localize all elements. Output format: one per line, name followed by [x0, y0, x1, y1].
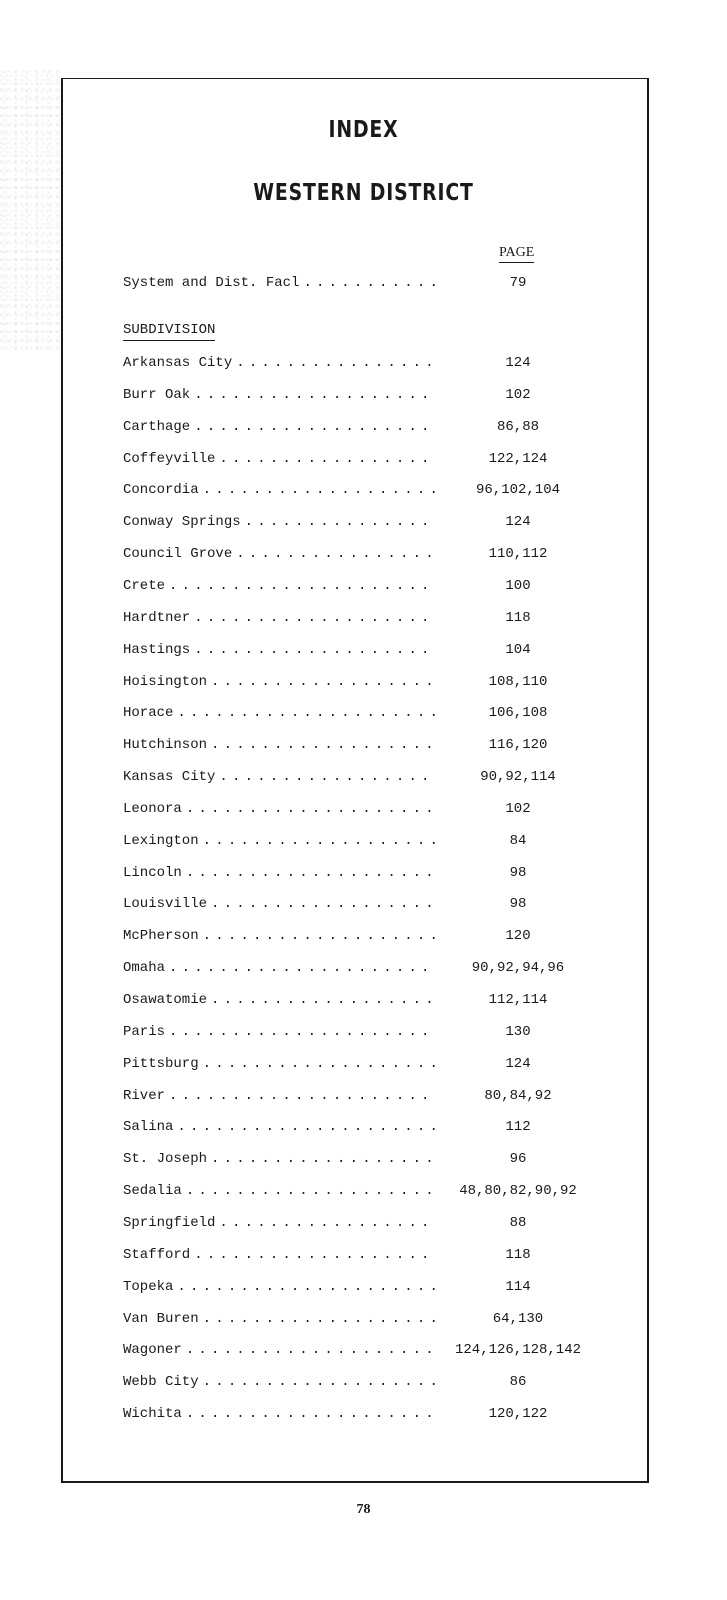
- entry-name: Osawatomie: [123, 992, 208, 1008]
- scan-artifact: [0, 70, 60, 350]
- entry-pages: 108,110: [488, 673, 548, 690]
- entry-pages: 100: [505, 577, 531, 594]
- leader-dots: .................: [219, 450, 434, 467]
- entry-pages: 102: [505, 800, 531, 817]
- leader-dots: ....................: [185, 864, 438, 881]
- entry-pages: 130: [505, 1023, 531, 1040]
- entry-pages: 96,102,104: [475, 482, 560, 499]
- leader-dots: .................: [219, 769, 434, 786]
- leader-dots: ...................: [194, 418, 434, 435]
- entry-pages: 80,84,92: [484, 1087, 552, 1104]
- entry-name: Salina: [123, 1119, 174, 1136]
- leader-dots: ................: [236, 355, 438, 371]
- entry-pages: 124,126,128,142: [454, 1342, 582, 1359]
- entry-pages: 116,120: [488, 737, 548, 754]
- leader-dots: ...........: [303, 275, 443, 291]
- entry-name: Hardtner: [123, 609, 191, 626]
- entry-name: Coffeyville: [123, 450, 216, 467]
- entry-pages: 90,92,94,96: [471, 960, 565, 977]
- entry-pages: 48,80,82,90,92: [459, 1183, 577, 1200]
- leader-dots: ..................: [211, 992, 438, 1008]
- index-title: INDEX: [328, 117, 399, 143]
- entry-pages: 64,130: [492, 1310, 544, 1327]
- entry-name: River: [123, 1087, 166, 1104]
- leader-dots: .....................: [177, 1119, 443, 1136]
- entry-pages: 124: [505, 514, 531, 531]
- entry-pages: 98: [509, 864, 527, 881]
- leader-dots: .....................: [169, 1087, 434, 1104]
- entry-name: Council Grove: [123, 546, 233, 563]
- entry-name: Wagoner: [123, 1342, 182, 1359]
- subdivision-header: SUBDIVISION: [123, 320, 215, 341]
- leader-dots: ...................: [194, 641, 434, 658]
- entry-name: Carthage: [123, 418, 191, 435]
- entry-name: Crete: [123, 577, 166, 594]
- page-column-header: PAGE: [499, 244, 534, 263]
- entry-name: Van Buren: [123, 1310, 199, 1327]
- entry-pages: 118: [505, 1246, 531, 1263]
- entry-pages: 84: [509, 832, 527, 849]
- entry-name: System and Dist. Facl: [123, 275, 300, 291]
- entry-name: Horace: [123, 705, 174, 722]
- entry-name: Topeka: [123, 1278, 174, 1295]
- entry-name: Sedalia: [123, 1183, 182, 1200]
- entry-name: Paris: [123, 1023, 166, 1040]
- entry-pages: 98: [509, 896, 527, 913]
- entry-pages: 120: [505, 928, 531, 945]
- leader-dots: ..................: [211, 896, 438, 913]
- leader-dots: ..................: [211, 673, 438, 690]
- entry-name: McPherson: [123, 928, 199, 945]
- leader-dots: .....................: [169, 577, 434, 594]
- leader-dots: ...................: [202, 482, 443, 499]
- leader-dots: ...................: [202, 1055, 443, 1072]
- entry-pages: 88: [509, 1214, 527, 1231]
- entry-name: Kansas City: [123, 769, 216, 786]
- entry-pages: 86,88: [496, 418, 539, 435]
- leader-dots: .....................: [169, 960, 434, 977]
- entry-pages: 124: [505, 1055, 531, 1072]
- leader-dots: ..................: [211, 1151, 438, 1168]
- entry-name: Burr Oak: [123, 386, 191, 403]
- entry-pages: 124: [505, 355, 531, 371]
- leader-dots: ....................: [185, 1183, 438, 1200]
- entry-pages: 106,108: [488, 705, 548, 722]
- entry-name: Leonora: [123, 800, 182, 817]
- entry-pages: 112,114: [488, 992, 548, 1008]
- entry-pages: 120,122: [488, 1406, 548, 1423]
- leader-dots: ...................: [202, 832, 443, 849]
- leader-dots: .................: [219, 1214, 434, 1231]
- entry-name: Lincoln: [123, 864, 182, 881]
- entry-pages: 122,124: [488, 450, 548, 467]
- entry-pages: 86: [509, 1374, 527, 1391]
- leader-dots: ..................: [211, 737, 438, 754]
- entry-pages: 104: [505, 641, 531, 658]
- entry-pages: 114: [505, 1278, 531, 1295]
- district-title: WESTERN DISTRICT: [253, 180, 474, 206]
- leader-dots: ...............: [244, 514, 434, 531]
- entry-pages: 79: [509, 275, 527, 291]
- leader-dots: ...................: [194, 386, 434, 403]
- entry-pages: 90,92,114: [480, 769, 556, 786]
- entry-name: Pittsburg: [123, 1055, 199, 1072]
- entry-name: Wichita: [123, 1406, 182, 1423]
- entry-name: Webb City: [123, 1374, 199, 1391]
- entry-name: Omaha: [123, 960, 166, 977]
- leader-dots: .....................: [177, 1278, 443, 1295]
- entry-name: Springfield: [123, 1214, 216, 1231]
- entry-name: Louisville: [123, 896, 208, 913]
- entry-name: Arkansas City: [123, 355, 233, 371]
- entry-name: Hoisington: [123, 673, 208, 690]
- leader-dots: ....................: [185, 1406, 438, 1423]
- entry-name: Hutchinson: [123, 737, 208, 754]
- entry-pages: 102: [505, 386, 531, 403]
- entry-pages: 112: [505, 1119, 531, 1136]
- leader-dots: ...................: [202, 928, 443, 945]
- entry-pages: 96: [509, 1151, 527, 1168]
- page-number: 78: [356, 1502, 371, 1517]
- entry-pages: 110,112: [488, 546, 548, 563]
- leader-dots: .....................: [177, 705, 443, 722]
- entry-name: Stafford: [123, 1246, 191, 1263]
- leader-dots: ...................: [194, 609, 434, 626]
- entry-name: St. Joseph: [123, 1151, 208, 1168]
- leader-dots: ...................: [202, 1310, 443, 1327]
- entry-name: Conway Springs: [123, 514, 241, 531]
- leader-dots: ....................: [185, 800, 438, 817]
- leader-dots: ................: [236, 546, 438, 563]
- leader-dots: ...................: [194, 1246, 434, 1263]
- entry-name: Lexington: [123, 832, 199, 849]
- entry-name: Hastings: [123, 641, 191, 658]
- leader-dots: ...................: [202, 1374, 443, 1391]
- leader-dots: .....................: [169, 1023, 434, 1040]
- entry-name: Concordia: [123, 482, 199, 499]
- entry-pages: 118: [505, 609, 531, 626]
- leader-dots: ....................: [185, 1342, 438, 1359]
